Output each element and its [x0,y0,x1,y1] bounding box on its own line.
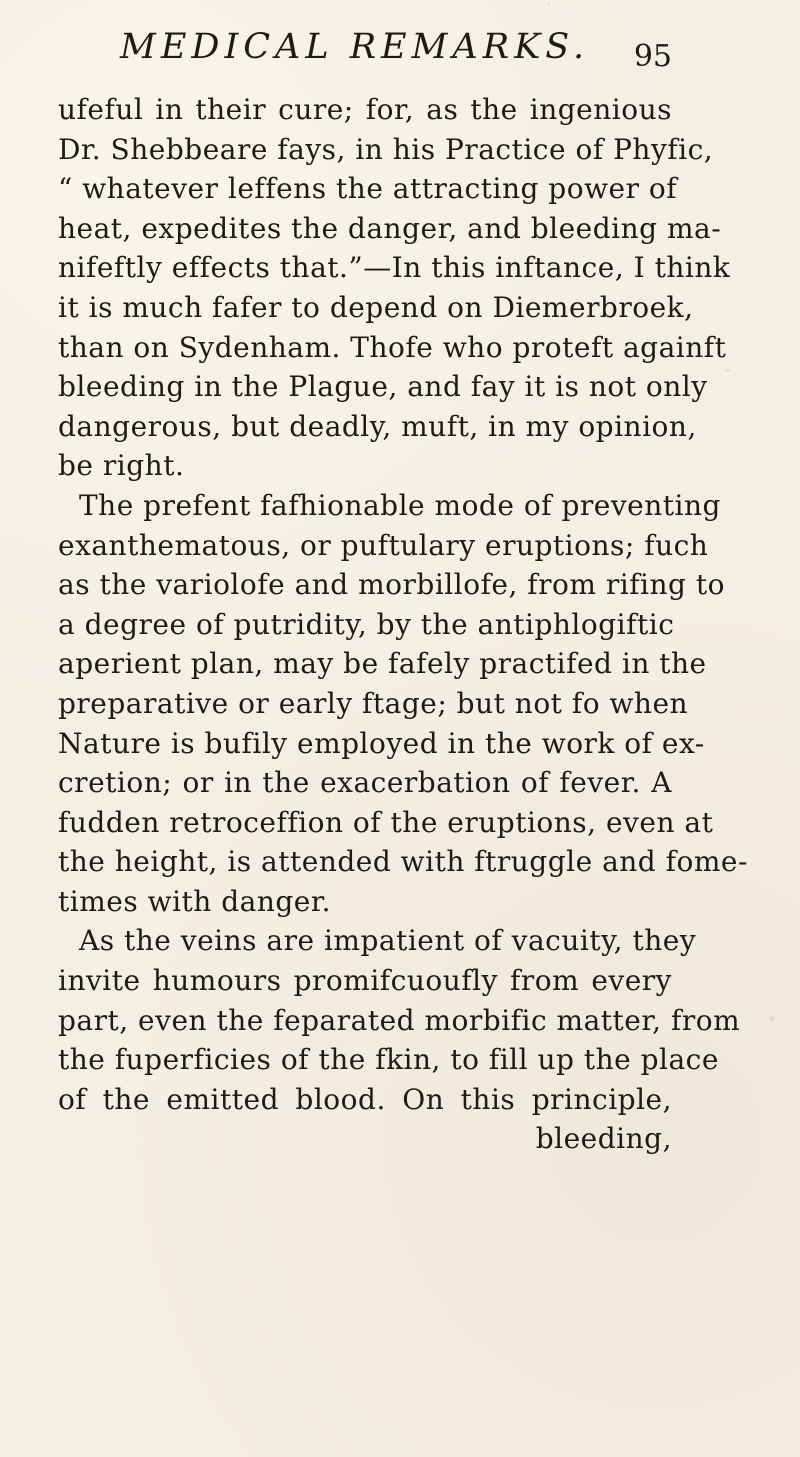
text-line: a degree of putridity, by the antiphlogiftic [58,607,675,641]
text-line: times with danger. [58,884,332,918]
text-line: Dr. Shebbeare fays, in his Practice of Phyfic, [58,132,714,166]
text-line: heat, expedites the danger, and bleeding ma- [58,211,722,245]
running-head: MEDICAL REMARKS. [120,27,590,67]
text-line: nifeftly effects that.”—In this inftance, I think [58,251,731,285]
text-line: Nature is bufily employed in the work of ex- [58,726,705,760]
text-line: “ whatever leffens the attracting power of [58,172,678,206]
text-line: as the variolofe and morbillofe, from rifing to [58,568,725,602]
paper-smudge [725,369,730,372]
paper-smudge [548,2,550,5]
text-line: ufeful in their cure; for, as the ingenious [58,93,672,126]
text-line: The prefent fafhionable mode of preventing [79,488,721,522]
paper-smudge [770,1016,774,1021]
text-line: than on Sydenham. Thofe who proteft againft [58,330,727,364]
text-line: the height, is attended with ftruggle and fome- [58,845,748,879]
text-line: invite humours promifcuoufly from every [58,964,672,998]
text-line: exanthematous, or puftulary eruptions; fuch [58,528,709,562]
text-line: part, even the feparated morbific matter, from [58,1003,741,1037]
catchword: bleeding, [535,1122,672,1156]
page-header [120,18,672,76]
page-number: 95 [633,39,672,74]
text-line: cretion; or in the exacerbation of fever. A [58,766,672,800]
text-line: the fuperficies of the fkin, to fill up the place [58,1043,719,1077]
text-line: fudden retroceffion of the eruptions, even at [58,805,714,839]
text-line: As the veins are impatient of vacuity, they [79,924,697,958]
text-line: bleeding in the Plague, and fay it is not only [58,370,708,404]
text-line: be right. [58,449,185,483]
text-line: aperient plan, may be fafely practifed in the [58,647,707,681]
text-line: dangerous, but deadly, muft, in my opinion, [58,409,697,443]
text-line: of the emitted blood. On this principle, [58,1082,672,1116]
body-text [58,90,748,1159]
text-line: preparative or early ftage; but not fo when [58,686,689,720]
text-line: it is much fafer to depend on Diemerbroek, [58,290,694,324]
